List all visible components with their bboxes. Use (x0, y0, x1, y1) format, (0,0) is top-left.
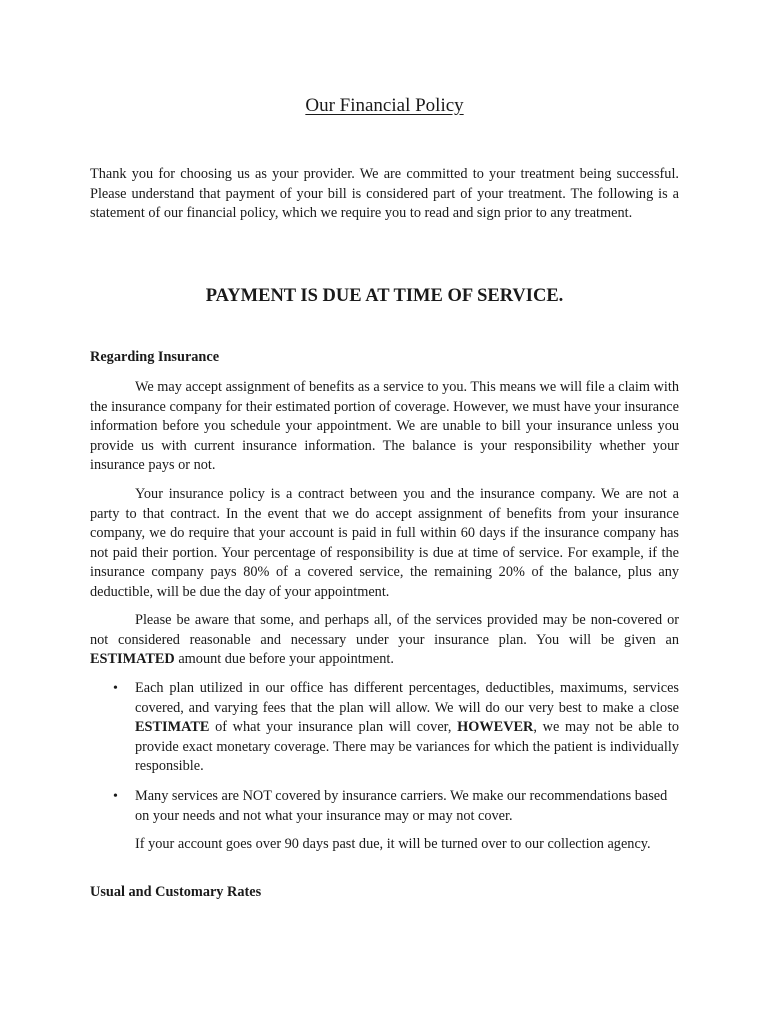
para3-end: amount due before your appointment. (174, 651, 394, 667)
insurance-paragraph-3 (90, 611, 679, 670)
bullet-item-1 (113, 679, 679, 777)
insurance-heading: Regarding Insurance (90, 349, 220, 365)
bullet1-mid: of what your insurance plan will cover, (209, 719, 458, 735)
bullet1-bold-however: HOWEVER (457, 719, 534, 735)
para3-start: Please be aware that some, and perhaps all, of the services provided may be non-covered or not considered reasonable and necessary under your insurance plan. You will be given an (90, 612, 679, 648)
payment-heading: PAYMENT IS DUE AT TIME OF SERVICE. (205, 286, 564, 306)
bullet1-end: , we may not be able to provide exact monetary coverage. There may be variances for which the patient is individually responsible. (135, 719, 679, 774)
insurance-paragraph-2: Your insurance policy is a contract between you and the insurance company. We are not a party to that contract. In the event that we do accept assignment of benefits from your insurance company, we do require that your account is paid in full within 60 days if the insurance company has not paid their portion. Your percentage of responsibility is due at time of service. For example, if the insurance company pays 80% of a covered service, the remaining 20% of the balance, plus any deductible, will be due the day of your appointment. (90, 486, 679, 600)
para3-bold: ESTIMATED (90, 651, 175, 667)
bullet-item-2 (113, 787, 679, 826)
bullet2-text: Many services are NOT covered by insurance carriers. We make our recommendations based on your needs and not what your insurance may or may not cover. (135, 788, 668, 824)
bullet1-start: Each plan utilized in our office has different percentages, deductibles, maximums, services covered, and varying fees that the plan will allow. We will do our very best to make a close (135, 680, 679, 716)
rates-heading: Usual and Customary Rates (90, 884, 262, 900)
intro-paragraph: Thank you for choosing us as your provider. We are committed to your treatment being successful. Please understand that payment of your bill is considered part of your treatment. The following is a statement of our financial policy, which we require you to read and sign prior to any treatment. (90, 166, 679, 221)
bullet-dot-icon: • (113, 789, 118, 804)
insurance-paragraph-1: We may accept assignment of benefits as a service to you. This means we will file a claim with the insurance company for their estimated portion of coverage. However, we must have your insurance information before you schedule your appointment. We are unable to bill your insurance unless you provide us with current insurance information. The balance is your responsibility whether your insurance pays or not. (90, 379, 679, 473)
page-title: Our Financial Policy (305, 95, 464, 116)
bullet1-bold-estimate: ESTIMATE (135, 719, 210, 735)
bullet-dot-icon: • (113, 681, 118, 696)
collection-paragraph: If your account goes over 90 days past due, it will be turned over to our collection agency. (135, 836, 651, 852)
